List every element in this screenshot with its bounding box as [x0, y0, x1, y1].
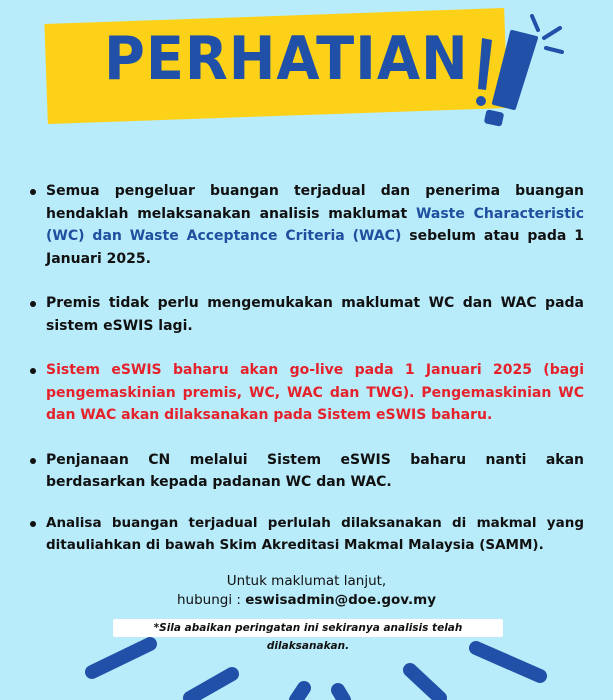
notice-item-5: Analisa buangan terjadual perlulah dilaksanakan di makmal yang ditauliahkan di bawah Skim Akreditasi Makmal Malaysia (SAMM).: [28, 512, 584, 556]
notice-item-2: Premis tidak perlu mengemukakan maklumat WC dan WAC pada sistem eSWIS lagi.: [28, 292, 584, 337]
notice-item-4: Penjanaan CN melalui Sistem eSWIS baharu nanti akan berdasarkan kepada padanan WC dan WAC.: [28, 449, 584, 494]
contact-email-line: hubungi : eswisadmin@doe.gov.my: [176, 592, 436, 608]
notice-item-1: Semua pengeluar buangan terjadual dan penerima buangan hendaklah melaksanakan analisis maklumat Waste Characteristic (WC) dan Waste Acceptance Criteria (WAC) sebelum atau pada 1 Januari 2025.: [28, 180, 584, 270]
contact-line: Untuk maklumat lanjut,: [226, 573, 387, 589]
exclamation-icon: [462, 8, 572, 133]
notice-list: [28, 180, 584, 556]
bullet: [30, 301, 36, 307]
disclaimer-note: *Sila abaikan peringatan ini sekiranya analisis telah dilaksanakan.: [113, 619, 503, 637]
notice-item-3: Sistem eSWIS baharu akan go-live pada 1 Januari 2025 (bagi pengemaskinian premis, WC, WAC dan TWG). Pengemaskinian WC dan WAC akan dilaksanakan pada Sistem eSWIS baharu.: [28, 359, 584, 427]
bullet: [30, 521, 36, 527]
bullet: [30, 368, 36, 374]
bullet: [30, 458, 36, 464]
burst-lines-icon: [0, 630, 613, 700]
contact-email: eswisadmin@doe.gov.my: [245, 592, 436, 608]
contact-info: [0, 572, 613, 610]
bullet: [30, 189, 36, 195]
page-title: PERHATIAN: [104, 24, 469, 94]
